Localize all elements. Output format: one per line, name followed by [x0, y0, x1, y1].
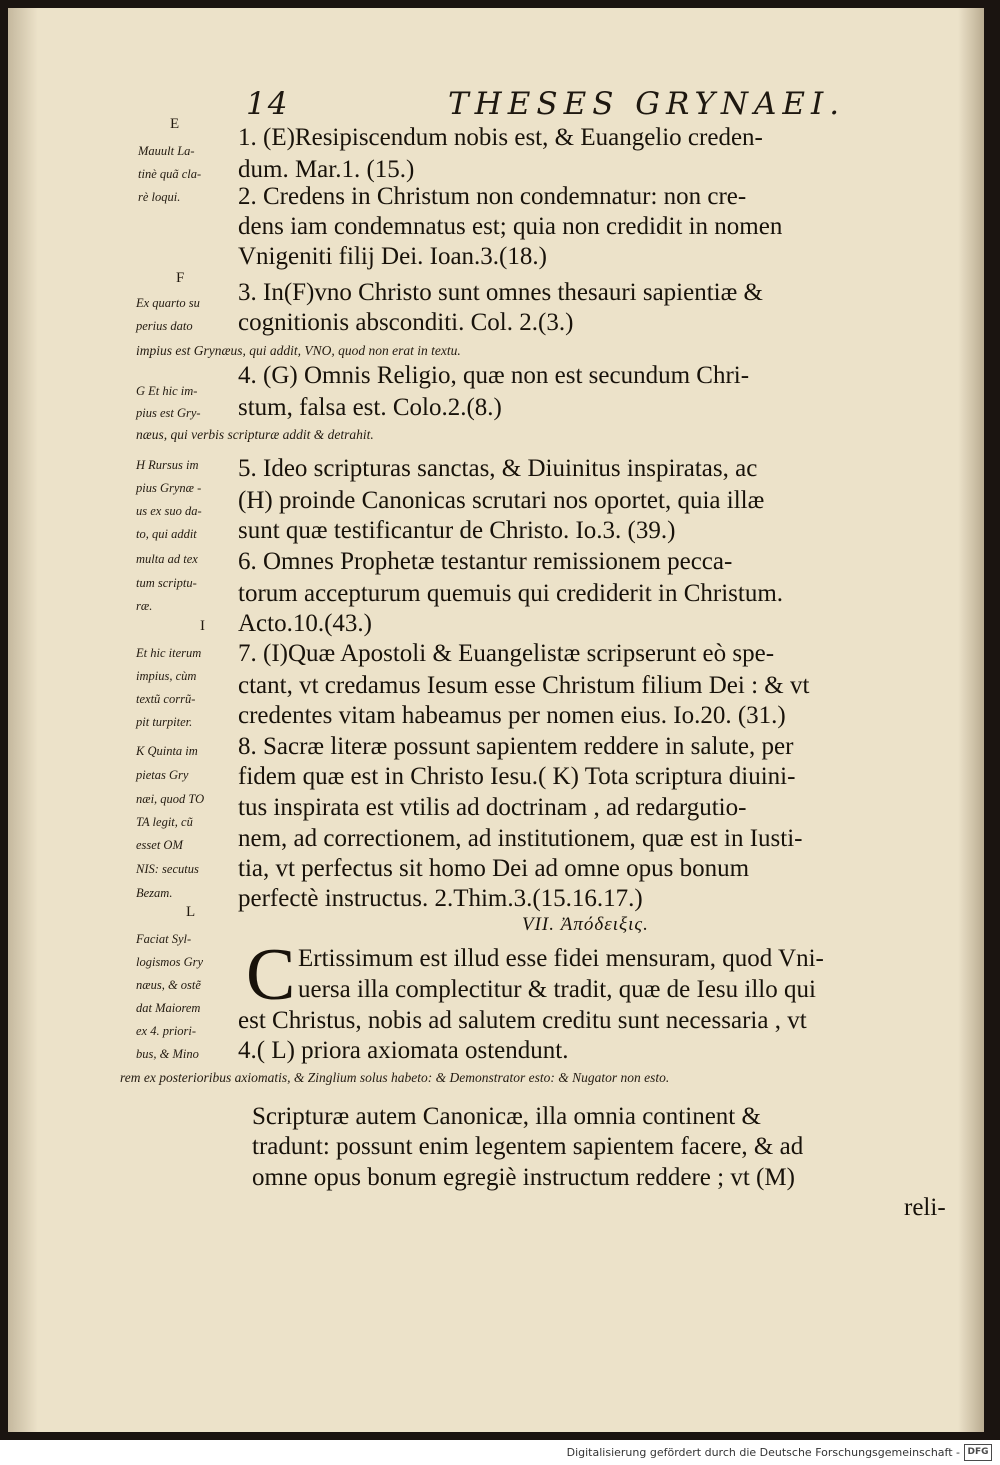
margin-note-f-wide: impius est Grynæus, qui addit, VNO, quod non erat in textu. — [136, 343, 461, 358]
thesis-line: perfectè instructus. 2.Thim.3.(15.16.17.) — [238, 885, 643, 912]
paragraph-line: omne opus bonum egregiè instructum reddere ; vt (M) — [252, 1164, 795, 1191]
margin-note-g-line: pius est Gry- — [136, 406, 201, 420]
margin-note-h-line: H Rursus im — [136, 458, 199, 472]
margin-note-k-line: K Quinta im — [136, 744, 198, 758]
page-gutter-shade — [8, 8, 38, 1432]
margin-note-h-line: to, qui addit — [136, 527, 197, 541]
margin-note-e-line: Mauult La- — [138, 144, 195, 158]
margin-note-g-line: G Et hic im- — [136, 384, 198, 398]
margin-note-l-line: Faciat Syl- — [136, 932, 192, 946]
margin-letter-l: L — [186, 904, 196, 920]
margin-note-i-line: textũ corrũ- — [136, 692, 196, 706]
page-edge-shade — [958, 8, 984, 1432]
margin-letter-f: F — [176, 270, 185, 286]
thesis-line: 7. (I)Quæ Apostoli & Euangelistæ scripserunt eò spe- — [238, 640, 775, 667]
thesis-line: cognitionis absconditi. Col. 2.(3.) — [238, 309, 574, 336]
thesis-line: dum. Mar.1. (15.) — [238, 156, 415, 183]
thesis-line: 5. Ideo scripturas sanctas, & Diuinitus inspiratas, ac — [238, 455, 758, 482]
margin-letter-e: E — [170, 116, 180, 132]
page-number: 14 — [246, 86, 290, 122]
margin-note-k-line: TA legit, cũ — [136, 815, 193, 829]
margin-note-h-line: pius Grynæ - — [136, 481, 202, 495]
thesis-line: 1. (E)Resipiscendum nobis est, & Euangelio creden- — [238, 124, 763, 151]
margin-note-e-line: rè loqui. — [138, 190, 181, 204]
thesis-line: 2. Credens in Christum non condemnatur: non cre- — [238, 183, 747, 210]
thesis-line: credentes vitam habeamus per nomen eius. Io.20. (31.) — [238, 702, 786, 729]
margin-note-i-line: Et hic iterum — [136, 646, 202, 660]
thesis-line: dens iam condemnatus est; quia non credidit in nomen — [238, 213, 783, 240]
margin-note-f-line: Ex quarto su — [136, 296, 200, 310]
digitization-credit: Digitalisierung gefördert durch die Deutsche Forschungsgemeinschaft - — [566, 1446, 960, 1459]
margin-note-i-line: pit turpiter. — [136, 715, 193, 729]
thesis-line: 8. Sacræ literæ possunt sapientem reddere in salute, per — [238, 733, 794, 760]
thesis-line: 4. (G) Omnis Religio, quæ non est secundum Chri- — [238, 362, 750, 389]
margin-note-l-line: bus, & Mino — [136, 1047, 199, 1061]
drop-cap: C — [246, 934, 296, 1016]
margin-note-k-line: Bezam. — [136, 886, 173, 900]
proof-line: Ertissimum est illud esse fidei mensuram, quod Vni- — [298, 945, 824, 972]
margin-note-l-line: dat Maiorem — [136, 1001, 201, 1015]
margin-note-k-line: esset OM — [136, 838, 183, 852]
paragraph-line: Scripturæ autem Canonicæ, illa omnia continent & — [252, 1103, 761, 1130]
margin-note-g-wide: næus, qui verbis scripturæ addit & detrahit. — [136, 427, 374, 442]
margin-letter-i: I — [200, 618, 205, 634]
margin-note-l-line: næus, & ostẽ — [136, 978, 201, 992]
dfg-logo-icon: DFG — [964, 1444, 992, 1461]
margin-note-h-line: tum scriptu- — [136, 576, 197, 590]
thesis-line: (H) proinde Canonicas scrutari nos oportet, quia illæ — [238, 487, 765, 514]
running-title: THESES GRYNAEI. — [448, 86, 846, 122]
thesis-line: 3. In(F)vno Christo sunt omnes thesauri sapientiæ & — [238, 279, 763, 306]
thesis-line: torum accepturum quemuis qui crediderit in Christum. — [238, 580, 784, 607]
proof-line: 4.( L) priora axiomata ostendunt. — [238, 1037, 569, 1064]
margin-note-e-line: tinè quã cla- — [138, 167, 202, 181]
thesis-line: 6. Omnes Prophetæ testantur remissionem pecca- — [238, 548, 733, 575]
margin-note-h-line: multa ad tex — [136, 552, 198, 566]
margin-note-i-line: impius, cùm — [136, 669, 197, 683]
thesis-line: tus inspirata est vtilis ad doctrinam , ad redargutio- — [238, 794, 747, 821]
paragraph-line: tradunt: possunt enim legentem sapientem facere, & ad — [252, 1133, 804, 1160]
margin-note-k-line: næi, quod TO — [136, 792, 205, 806]
margin-note-h-line: ræ. — [136, 599, 153, 613]
section-heading: VII. Ἀπόδειξις. — [522, 914, 649, 935]
proof-line: uersa illa complectitur & tradit, quæ de Iesu illo qui — [298, 976, 816, 1003]
proof-line: est Christus, nobis ad salutem creditu sunt necessaria , vt — [238, 1007, 807, 1034]
margin-note-k-line: pietas Gry — [136, 768, 189, 782]
margin-note-l-line: ex 4. priori- — [136, 1024, 197, 1038]
thesis-line: sunt quæ testificantur de Christo. Io.3. (39.) — [238, 517, 676, 544]
thesis-line: nem, ad correctionem, ad institutionem, quæ est in Iusti- — [238, 825, 803, 852]
thesis-line: ctant, vt credamus Iesum esse Christum filium Dei : & vt — [238, 672, 810, 699]
catchword: reli- — [904, 1194, 946, 1221]
thesis-line: Acto.10.(43.) — [238, 610, 372, 637]
margin-note-l-line: logismos Gry — [136, 955, 204, 969]
thesis-line: fidem quæ est in Christo Iesu.( K) Tota scriptura diuini- — [238, 763, 796, 790]
margin-note-f-line: perius dato — [136, 319, 193, 333]
margin-note-k-line: NIS: secutus — [136, 862, 199, 876]
thesis-line: stum, falsa est. Colo.2.(8.) — [238, 394, 502, 421]
thesis-line: Vnigeniti filij Dei. Ioan.3.(18.) — [238, 243, 547, 270]
margin-note-l-wide: rem ex posterioribus axiomatis, & Zinglium solus habeto: & Demonstrator esto: & Nugator non esto. — [120, 1070, 670, 1085]
thesis-line: tia, vt perfectus sit homo Dei ad omne opus bonum — [238, 855, 750, 882]
margin-note-h-line: us ex suo da- — [136, 504, 202, 518]
